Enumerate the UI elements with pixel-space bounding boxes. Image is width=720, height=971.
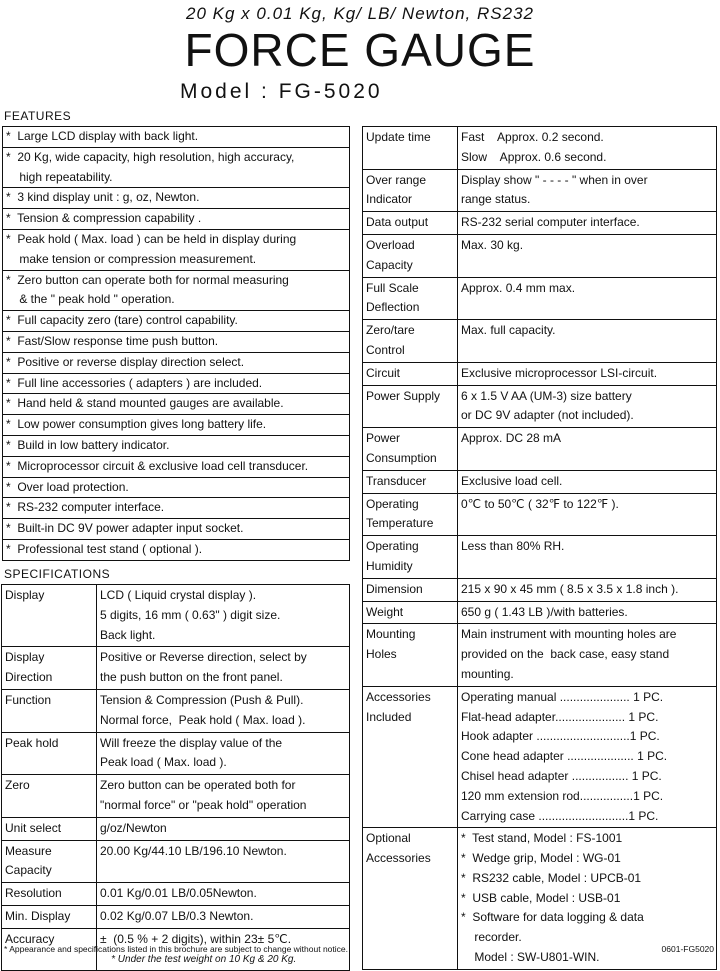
text-line: Resolution xyxy=(5,886,62,901)
text-line: * Zero button can operate both for normal measuring xyxy=(6,272,289,287)
text-line: Peak hold xyxy=(5,735,59,750)
text-line: Holes xyxy=(366,647,397,662)
text-line: Will freeze the display value of the xyxy=(100,735,283,750)
spec-row xyxy=(363,493,716,536)
text-line: Included xyxy=(366,709,412,724)
text-line: Over range xyxy=(366,172,427,187)
feature-item xyxy=(3,270,349,311)
text-line: RS-232 serial computer interface. xyxy=(461,215,640,230)
text-line: Weight xyxy=(366,604,404,619)
spec-label xyxy=(363,127,458,169)
spec-value xyxy=(458,127,716,169)
text-line: Exclusive microprocessor LSI-circuit. xyxy=(461,365,658,380)
spec-row xyxy=(2,905,349,928)
spec-label xyxy=(2,883,97,905)
spec-label xyxy=(363,278,458,320)
spec-label xyxy=(363,386,458,428)
spec-label xyxy=(363,687,458,828)
spec-value xyxy=(97,883,349,905)
text-line: Display xyxy=(5,588,45,602)
spec-label xyxy=(363,320,458,362)
text-line: Operating xyxy=(366,496,419,511)
spec-value xyxy=(97,775,349,817)
spec-label xyxy=(363,471,458,493)
spec-value xyxy=(458,494,716,536)
spec-label xyxy=(363,624,458,685)
text-line: * Over load protection. xyxy=(6,479,129,494)
text-line: * Fast/Slow response time push button. xyxy=(6,333,219,348)
text-line: recorder. xyxy=(461,930,522,945)
text-line: * Built-in DC 9V power adapter input socket. xyxy=(6,521,244,536)
spec-value xyxy=(458,170,716,212)
text-line: 20.00 Kg/44.10 LB/196.10 Newton. xyxy=(100,843,287,858)
text-line: Normal force, Peak hold ( Max. load ). xyxy=(100,712,306,727)
spec-label xyxy=(2,690,97,732)
text-line: Operating xyxy=(366,539,419,554)
text-line: Consumption xyxy=(366,450,437,465)
spec-row xyxy=(363,211,716,234)
spec-label xyxy=(363,428,458,470)
feature-item xyxy=(3,456,349,477)
text-line: 0℃ to 50℃ ( 32℉ to 122℉ ). xyxy=(461,496,619,511)
text-line: Direction xyxy=(5,670,53,685)
text-line: Accessories xyxy=(366,689,431,704)
spec-label xyxy=(2,733,97,775)
text-line: Measure xyxy=(5,843,52,858)
spec-value xyxy=(458,687,716,828)
text-line: * Full line accessories ( adapters ) are included. xyxy=(6,375,263,390)
feature-item xyxy=(3,127,349,147)
spec-value xyxy=(458,386,716,428)
text-line: * Tension & compression capability . xyxy=(6,211,202,226)
features-heading: FEATURES xyxy=(4,109,72,123)
text-line: LCD ( Liquid crystal display ). xyxy=(100,588,257,602)
text-line: Max. 30 kg. xyxy=(461,237,524,252)
spec-value xyxy=(458,602,716,624)
feature-item xyxy=(3,435,349,456)
text-line: or DC 9V adapter (not included). xyxy=(461,408,634,423)
text-line: Indicator xyxy=(366,192,413,207)
footer-note: * Appearance and specifications listed in this brochure are subject to change without notice. xyxy=(4,944,348,954)
text-line: Less than 80% RH. xyxy=(461,539,565,554)
spec-label xyxy=(363,602,458,624)
spec-value xyxy=(97,906,349,928)
feature-item xyxy=(3,393,349,414)
text-line: ± (0.5 % + 2 digits), within 23± 5℃. xyxy=(100,931,292,946)
text-line: g/oz/Newton xyxy=(100,820,167,835)
text-line: 120 mm extension rod................1 PC. xyxy=(461,788,664,803)
spec-value xyxy=(97,733,349,775)
spec-value xyxy=(97,585,349,646)
feature-item xyxy=(3,373,349,394)
text-line: 5 digits, 16 mm ( 0.63" ) digit size. xyxy=(100,607,281,622)
text-line: Deflection xyxy=(366,300,420,315)
text-line: Humidity xyxy=(366,558,413,573)
text-line: Back light. xyxy=(100,627,156,642)
text-line: 0.02 Kg/0.07 LB/0.3 Newton. xyxy=(100,908,254,923)
text-line: Main instrument with mounting holes are xyxy=(461,627,677,642)
text-line: high repeatability. xyxy=(6,169,113,184)
text-line: Accuracy xyxy=(5,931,55,946)
spec-row xyxy=(363,686,716,828)
text-line: * Test stand, Model : FS-1001 xyxy=(461,831,623,846)
text-line: 215 x 90 x 45 mm ( 8.5 x 3.5 x 1.8 inch ). xyxy=(461,581,679,596)
feature-item xyxy=(3,310,349,331)
text-line: Zero xyxy=(5,778,30,793)
spec-value xyxy=(458,579,716,601)
text-line: Optional xyxy=(366,831,411,846)
text-line: * Peak hold ( Max. load ) can be held in display during xyxy=(6,231,297,246)
feature-item xyxy=(3,229,349,270)
text-line: Capacity xyxy=(366,257,413,272)
text-line: Slow Approx. 0.6 second. xyxy=(461,149,607,164)
spec-value xyxy=(97,841,349,883)
text-line: * Professional test stand ( optional ). xyxy=(6,541,203,556)
spec-row xyxy=(363,277,716,320)
spec-label xyxy=(2,585,97,646)
spec-row xyxy=(2,585,349,646)
text-line: the push button on the front panel. xyxy=(100,670,283,685)
text-line: "normal force" or "peak hold" operation xyxy=(100,797,307,812)
text-line: provided on the back case, easy stand xyxy=(461,647,670,662)
spec-label xyxy=(2,841,97,883)
specifications-heading: SPECIFICATIONS xyxy=(4,567,111,581)
text-line: Zero/tare xyxy=(366,323,415,338)
spec-label xyxy=(2,647,97,689)
text-line: * Large LCD display with back light. xyxy=(6,129,199,143)
text-line: Exclusive load cell. xyxy=(461,473,563,488)
text-line: Data output xyxy=(366,215,429,230)
spec-row xyxy=(2,646,349,689)
text-line: Capacity xyxy=(5,863,52,878)
model-number: Model : FG-5020 xyxy=(180,80,383,103)
text-line: Zero button can be operated both for xyxy=(100,778,296,793)
spec-row xyxy=(2,732,349,775)
spec-value xyxy=(97,690,349,732)
text-line: Overload xyxy=(366,237,415,252)
spec-row xyxy=(363,127,716,169)
text-line: * Wedge grip, Model : WG-01 xyxy=(461,851,621,866)
feature-item xyxy=(3,352,349,373)
feature-item xyxy=(3,497,349,518)
text-line: Positive or Reverse direction, select by xyxy=(100,650,307,665)
spec-label xyxy=(363,828,458,969)
spec-row xyxy=(2,840,349,883)
text-line: Circuit xyxy=(366,365,401,380)
text-line: Hook adapter ............................1 PC. xyxy=(461,729,660,744)
spec-row xyxy=(363,470,716,493)
feature-item xyxy=(3,518,349,539)
text-line: * USB cable, Model : USB-01 xyxy=(461,890,621,905)
text-line: 0.01 Kg/0.01 LB/0.05Newton. xyxy=(100,886,257,901)
spec-label xyxy=(363,235,458,277)
spec-row xyxy=(363,601,716,624)
spec-label xyxy=(363,363,458,385)
feature-item xyxy=(3,147,349,188)
text-line: Cone head adapter .................... 1 PC. xyxy=(461,749,668,764)
spec-value xyxy=(458,536,716,578)
spec-value xyxy=(458,471,716,493)
spec-label xyxy=(363,212,458,234)
text-line: * Low power consumption gives long battery life. xyxy=(6,417,267,432)
text-line: * RS-232 computer interface. xyxy=(6,500,165,515)
text-line: * Build in low battery indicator. xyxy=(6,437,170,452)
specifications-table xyxy=(1,584,350,971)
text-line: Temperature xyxy=(366,516,434,531)
spec-label xyxy=(363,536,458,578)
text-line: Dimension xyxy=(366,581,423,596)
spec-row xyxy=(363,535,716,578)
text-line: Update time xyxy=(366,130,431,144)
text-line: Control xyxy=(366,342,405,357)
feature-item xyxy=(3,208,349,229)
spec-label xyxy=(2,818,97,840)
spec-value xyxy=(458,624,716,685)
text-line: * Under the test weight on 10 Kg & 20 Kg. xyxy=(100,953,297,965)
text-line: Model : SW-U801-WIN. xyxy=(461,950,600,965)
spec-label xyxy=(2,906,97,928)
text-line: * 3 kind display unit : g, oz, Newton. xyxy=(6,190,200,205)
footer-code: 0601-FG5020 xyxy=(661,944,714,954)
spec-row xyxy=(363,623,716,685)
text-line: 6 x 1.5 V AA (UM-3) size battery xyxy=(461,388,632,403)
spec-value xyxy=(458,363,716,385)
spec-label xyxy=(363,170,458,212)
text-line: Operating manual ..................... 1 PC. xyxy=(461,689,664,704)
spec-label xyxy=(363,494,458,536)
spec-row xyxy=(2,882,349,905)
spec-row xyxy=(2,817,349,840)
text-line: * Microprocessor circuit & exclusive load cell transducer. xyxy=(6,458,309,473)
text-line: Flat-head adapter..................... 1 PC. xyxy=(461,709,659,724)
spec-value xyxy=(97,647,349,689)
text-line: Unit select xyxy=(5,820,62,835)
text-line: range status. xyxy=(461,192,531,207)
text-line: Chisel head adapter ................. 1 PC. xyxy=(461,768,662,783)
text-line: make tension or compression measurement. xyxy=(6,251,257,266)
text-line: Tension & Compression (Push & Pull). xyxy=(100,692,304,707)
spec-label xyxy=(363,579,458,601)
text-line: 650 g ( 1.43 LB )/with batteries. xyxy=(461,604,628,619)
text-line: Power Supply xyxy=(366,388,441,403)
text-line: Max. full capacity. xyxy=(461,323,556,338)
spec-row xyxy=(363,578,716,601)
spec-value xyxy=(458,278,716,320)
text-line: Display show " - - - - " when in over xyxy=(461,172,648,187)
text-line: Approx. 0.4 mm max. xyxy=(461,280,576,295)
text-line: Peak load ( Max. load ). xyxy=(100,755,227,770)
feature-item xyxy=(3,414,349,435)
feature-item xyxy=(3,539,349,560)
text-line: mounting. xyxy=(461,666,514,681)
text-line: Power xyxy=(366,431,401,446)
text-line: * Hand held & stand mounted gauges are available. xyxy=(6,396,284,411)
spec-row xyxy=(363,234,716,277)
text-line: Full Scale xyxy=(366,280,419,295)
header-subtitle: 20 Kg x 0.01 Kg, Kg/ LB/ Newton, RS232 xyxy=(186,4,534,23)
page-title: FORCE GAUGE xyxy=(184,24,536,76)
text-line: Transducer xyxy=(366,473,427,488)
text-line: & the " peak hold " operation. xyxy=(6,292,175,307)
spec-value xyxy=(97,818,349,840)
spec-row xyxy=(2,689,349,732)
feature-item xyxy=(3,477,349,498)
text-line: Display xyxy=(5,650,45,665)
text-line: * RS232 cable, Model : UPCB-01 xyxy=(461,870,642,885)
text-line: Min. Display xyxy=(5,908,71,923)
spec-row xyxy=(363,319,716,362)
text-line: * Positive or reverse display direction select. xyxy=(6,354,245,369)
spec-row xyxy=(2,774,349,817)
features-box xyxy=(2,126,350,561)
feature-item xyxy=(3,331,349,352)
text-line: Accessories xyxy=(366,851,431,866)
spec-value xyxy=(458,235,716,277)
spec-value xyxy=(458,428,716,470)
spec-value xyxy=(458,212,716,234)
text-line: Function xyxy=(5,692,52,707)
text-line: * Full capacity zero (tare) control capability. xyxy=(6,313,238,328)
text-line: Approx. DC 28 mA xyxy=(461,431,562,446)
spec-row xyxy=(363,362,716,385)
spec-value xyxy=(458,320,716,362)
spec-label xyxy=(2,775,97,817)
text-line: * Software for data logging & data xyxy=(461,910,644,925)
feature-item xyxy=(3,187,349,208)
right-spec-table xyxy=(362,126,717,970)
text-line: Carrying case ...........................1 PC. xyxy=(461,808,659,823)
text-line: Mounting xyxy=(366,627,416,642)
text-line: * 20 Kg, wide capacity, high resolution, high accuracy, xyxy=(6,149,295,164)
spec-row xyxy=(363,169,716,212)
spec-row xyxy=(363,427,716,470)
text-line: Fast Approx. 0.2 second. xyxy=(461,130,604,144)
spec-row xyxy=(363,385,716,428)
